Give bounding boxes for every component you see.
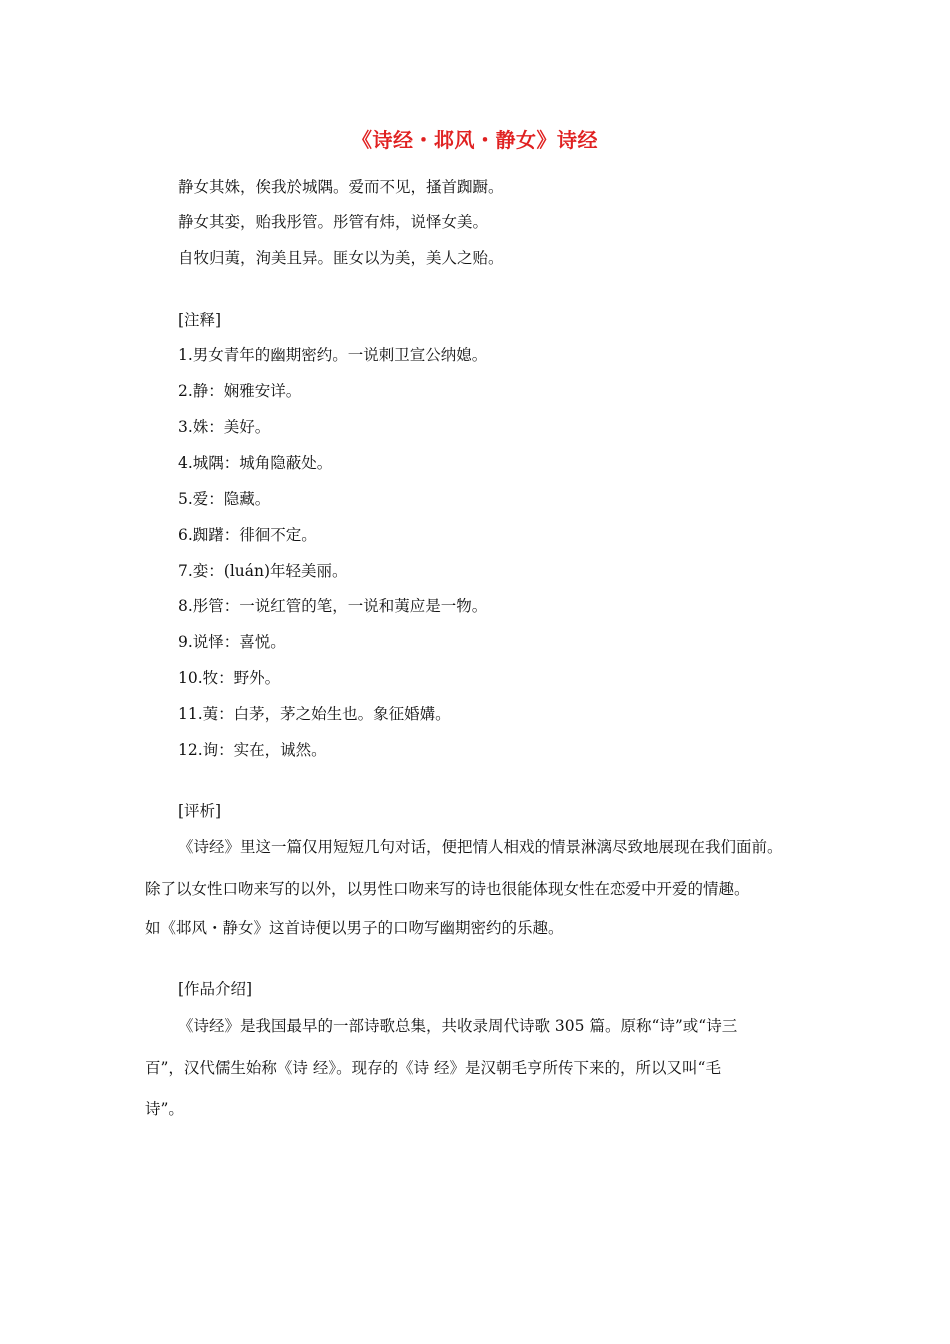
intro-line-2: 百”，汉代儒生始称《诗 经》。现存的《诗 经》是汉朝毛亨所传下来的，所以又叫“毛 bbox=[145, 1059, 721, 1077]
poem-line-1: 静女其姝，俟我於城隅。爱而不见，搔首踟蹰。 bbox=[178, 178, 504, 196]
poem-line-2: 静女其娈，贻我彤管。彤管有炜，说怿女美。 bbox=[178, 213, 489, 231]
note-item-5: 5.爱：隐藏。 bbox=[178, 490, 271, 508]
note-item-9: 9.说怿：喜悦。 bbox=[178, 633, 286, 651]
note-item-2: 2.静：娴雅安详。 bbox=[178, 382, 302, 400]
poem-line-3: 自牧归荑，洵美且异。匪女以为美，美人之贻。 bbox=[178, 249, 504, 267]
analysis-line-2: 除了以女性口吻来写的以外，以男性口吻来写的诗也很能体现女性在恋爱中开爱的情趣。 bbox=[145, 880, 750, 898]
analysis-line-1: 《诗经》里这一篇仅用短短几句对话，便把情人相戏的情景淋漓尽致地展现在我们面前。 bbox=[178, 838, 783, 856]
note-item-1: 1.男女青年的幽期密约。一说刺卫宣公纳媳。 bbox=[178, 346, 488, 364]
intro-line-1: 《诗经》是我国最早的一部诗歌总集，共收录周代诗歌 305 篇。原称“诗”或“诗三 bbox=[178, 1017, 738, 1035]
note-item-11: 11.荑：白茅，茅之始生也。象征婚媾。 bbox=[178, 705, 451, 723]
intro-line-3: 诗”。 bbox=[145, 1100, 184, 1118]
note-item-10: 10.牧：野外。 bbox=[178, 669, 281, 687]
note-item-3: 3.姝：美好。 bbox=[178, 418, 271, 436]
document-title: 《诗经・邶风・静女》诗经 bbox=[352, 128, 598, 152]
note-item-12: 12.询：实在，诚然。 bbox=[178, 741, 327, 759]
note-item-8: 8.彤管：一说红管的笔，一说和荑应是一物。 bbox=[178, 597, 488, 615]
analysis-heading: [评析] bbox=[178, 802, 222, 820]
analysis-line-3: 如《邶风・静女》这首诗便以男子的口吻写幽期密约的乐趣。 bbox=[145, 919, 564, 937]
note-item-4: 4.城隅：城角隐蔽处。 bbox=[178, 454, 333, 472]
note-item-6: 6.踟躇：徘徊不定。 bbox=[178, 526, 317, 544]
note-item-7: 7.娈：(luán)年轻美丽。 bbox=[178, 562, 348, 580]
intro-heading: [作品介绍] bbox=[178, 980, 253, 998]
notes-heading: [注释] bbox=[178, 311, 222, 329]
